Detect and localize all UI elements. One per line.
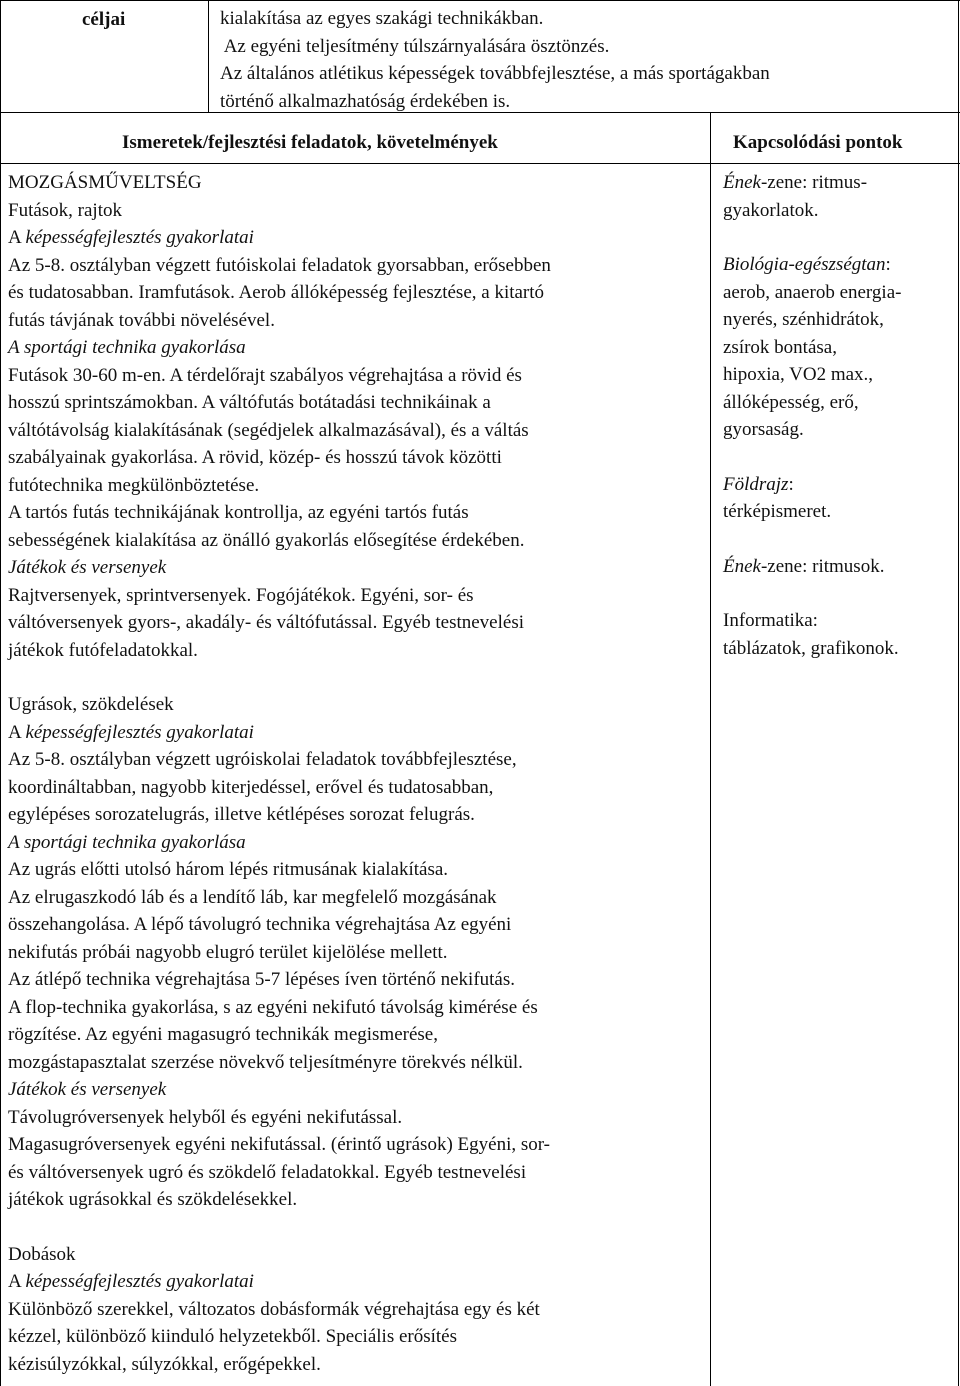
text-line: A flop-technika gyakorlása, s az egyéni nekifutó távolság kimérése és [8, 996, 538, 1018]
text-line: Az ugrás előtti utolsó három lépés ritmusának kialakítása. [8, 859, 449, 880]
link-geography: Földrajz: [723, 473, 794, 495]
text-line: kézzel, különböző kiinduló helyzetekből. Speciális erősítés [8, 1326, 458, 1347]
ability-heading: A képességfejlesztés gyakorlatai [8, 227, 254, 248]
text-line: Az átlépő technika végrehajtása 5-7 lépéses íven történő nekifutás. [8, 969, 515, 990]
divider-columns [710, 112, 711, 1386]
text-line: Az 5-8. osztályban végzett futóiskolai feladatok gyorsabban, erősebben [8, 254, 551, 276]
link-biology-detail: aerob, anaerob energia- [723, 281, 902, 303]
link-geography-detail: térképismeret. [723, 501, 832, 522]
spacer [723, 526, 901, 553]
goals-line: történő alkalmazhatóság érdekében is. [220, 90, 511, 112]
goals-line: Az általános atlétikus képességek továbbfejlesztése, a más sportágakban [220, 63, 770, 84]
goals-line: Az egyéni teljesítmény túlszárnyalására ösztönzés. [220, 35, 610, 57]
header-side: Kapcsolódási pontok [733, 132, 903, 153]
text-line: nekifutás próbái nagyobb elugró terület kijelölése mellett. [8, 941, 448, 963]
goals-label: céljai [82, 9, 126, 30]
section-title: MOZGÁSMŰVELTSÉG [8, 172, 202, 193]
spacer [723, 224, 901, 251]
text-line: Rajtversenyek, sprintversenyek. Fogójátékok. Egyéni, sor- és [8, 584, 474, 606]
technique-heading: A sportági technika gyakorlása [8, 831, 246, 853]
text-line: mozgástapasztalat szerzése növekvő teljesítményre törekvés nélkül. [8, 1051, 523, 1073]
text-line: Különböző szerekkel, változatos dobásformák végrehajtása egy és két [8, 1298, 540, 1320]
text-line: egylépéses sorozatelugrás, illetve kétlépéses sorozat felugrás. [8, 804, 475, 825]
link-informatics-detail: táblázatok, grafikonok. [723, 637, 899, 659]
subsection-throws: Dobások [8, 1243, 76, 1265]
text-line: összehangolása. A lépő távolugró technika végrehajtása Az egyéni [8, 914, 512, 935]
games-heading: Játékok és versenyek [8, 1079, 167, 1100]
text-line: játékok futófeladatokkal. [8, 639, 198, 661]
text-line: Futások 30-60 m-en. A térdelőrajt szabályos végrehajtása a rövid és [8, 364, 522, 386]
spacer [8, 664, 551, 691]
goals-line: kialakítása az egyes szakági technikákban. [220, 8, 544, 29]
text-line: szabályainak gyakorlása. A rövid, közép- és hosszú távok közötti [8, 447, 502, 468]
text-line: játékok ugrásokkal és szökdelésekkel. [8, 1189, 298, 1210]
text-line: A tartós futás technikájának kontrollja, az egyéni tartós futás [8, 502, 469, 523]
text-line: koordináltabban, nagyobb kiterjedéssel, erővel és tudatosabban, [8, 776, 494, 798]
text-line: Távolugróversenyek helyből és egyéni nekifutással. [8, 1106, 403, 1128]
link-biology-detail: állóképesség, erő, [723, 391, 859, 413]
text-line: Magasugróversenyek egyéni nekifutással. (érintő ugrások) Egyéni, sor- [8, 1134, 551, 1155]
text-line: hosszú sprintszámokban. A váltófutás botátadási technikáinak a [8, 392, 491, 413]
link-biology: Biológia-egészségtan: [723, 254, 891, 275]
ability-heading: A képességfejlesztés gyakorlatai [8, 1271, 254, 1292]
link-biology-detail: gyorsaság. [723, 419, 804, 440]
divider-top-label [208, 0, 209, 112]
ability-heading: A képességfejlesztés gyakorlatai [8, 721, 254, 743]
text-line: váltóversenyek gyors-, akadály- és váltófutással. Egyéb testnevelési [8, 612, 524, 633]
link-music-1: Ének-zene: ritmus- [723, 172, 868, 193]
spacer [723, 444, 901, 471]
link-music-2: Ének-zene: ritmusok. [723, 555, 885, 577]
border-top [0, 0, 960, 1]
subsection-jumps: Ugrások, szökdelések [8, 694, 174, 715]
link-music-1-detail: gyakorlatok. [723, 199, 819, 221]
link-informatics: Informatika: [723, 610, 818, 631]
side-column [723, 169, 901, 662]
text-line: kézisúlyzókkal, súlyzókkal, erőgépekkel. [8, 1353, 321, 1375]
text-line: váltótávolság kialakításának (segédjelek alkalmazásával), és a váltás [8, 419, 529, 441]
main-column [8, 169, 551, 1378]
link-biology-detail: nyerés, szénhidrátok, [723, 309, 884, 330]
text-line: és tudatosabban. Iramfutások. Aerob állóképesség fejlesztése, a kitartó [8, 282, 545, 303]
text-line: futótechnika megkülönböztetése. [8, 474, 260, 496]
link-biology-detail: hipoxia, VO2 max., [723, 364, 874, 385]
spacer [723, 580, 901, 607]
games-heading: Játékok és versenyek [8, 557, 167, 578]
technique-heading: A sportági technika gyakorlása [8, 337, 246, 358]
text-line: Az elrugaszkodó láb és a lendítő láb, kar megfelelő mozgásának [8, 886, 497, 908]
text-line: futás távjának további növelésével. [8, 309, 275, 331]
text-line: rögzítése. Az egyéni magasugró technikák megismerése, [8, 1024, 438, 1045]
link-biology-detail: zsírok bontása, [723, 336, 837, 358]
subsection-runs: Futások, rajtok [8, 199, 122, 221]
text-line: sebességének kialakítása az önálló gyakorlás elősegítése érdekében. [8, 529, 525, 551]
spacer [8, 1214, 551, 1241]
text-line: Az 5-8. osztályban végzett ugróiskolai feladatok továbbfejlesztése, [8, 749, 517, 770]
divider-below-headers [0, 163, 960, 164]
border-left [0, 0, 1, 1386]
goals-text [220, 5, 770, 115]
header-main: Ismeretek/fejlesztési feladatok, követelmények [122, 132, 498, 153]
border-right [958, 0, 959, 1386]
text-line: és váltóversenyek ugró és szökdelő feladatokkal. Egyéb testnevelési [8, 1161, 527, 1183]
